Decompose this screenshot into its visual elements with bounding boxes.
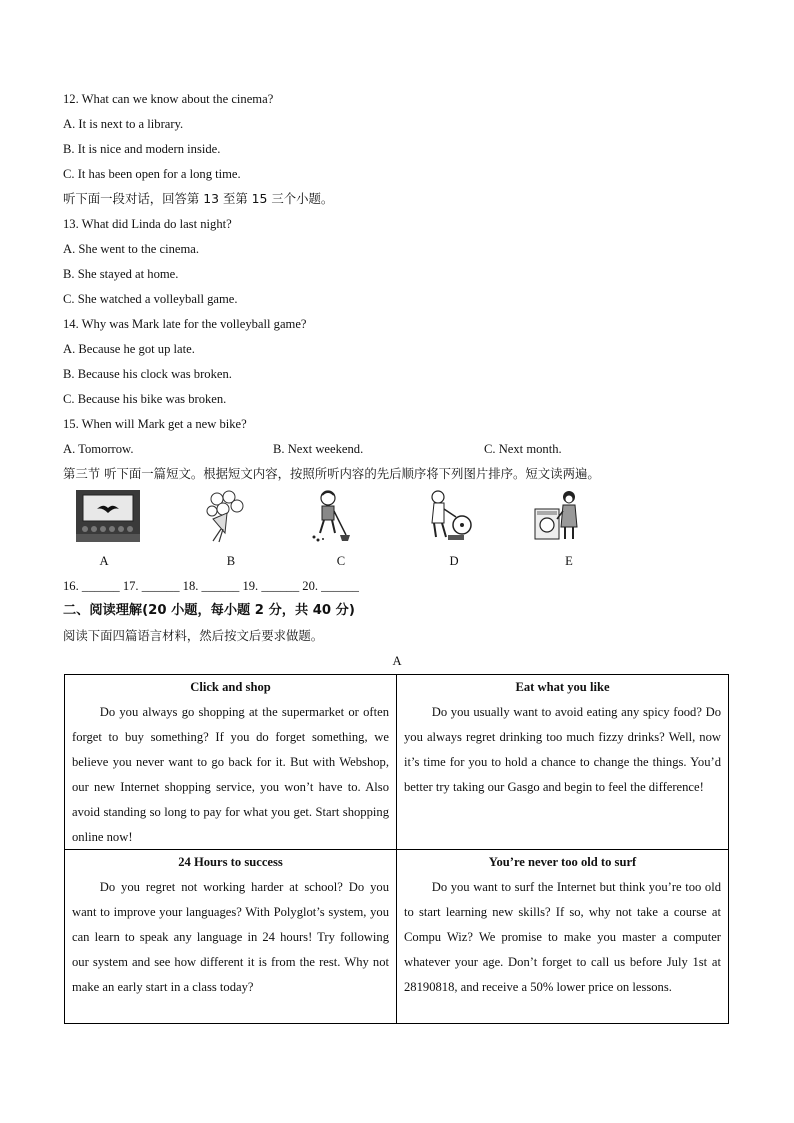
ad-title: 24 Hours to success bbox=[178, 855, 283, 869]
q13-option-a: A. She went to the cinema. bbox=[63, 242, 200, 256]
q14-option-b: B. Because his clock was broken. bbox=[63, 367, 232, 381]
answer-blanks-16-20: 16. ______ 17. ______ 18. ______ 19. ______ 20. ______ bbox=[63, 579, 359, 593]
q15-option-c: C. Next month. bbox=[484, 442, 562, 456]
ad-body: Do you usually want to avoid eating any spicy food? Do you always regret drinking too much fizzy drinks? Well, now it’s time for you to hold a chance to change the things. You’d better try taking our Gasgo and begin to feel the difference! bbox=[404, 705, 721, 794]
ad-body: Do you regret not working harder at school? Do you want to improve your languages? With Polyglot’s system, you can learn to speak any language in 24 hours! Try following our system and see how different it is from the rest. Why not make an early start in a class today? bbox=[72, 880, 389, 994]
q14-option-c: C. Because his bike was broken. bbox=[63, 392, 227, 406]
ad-title: You’re never too old to surf bbox=[488, 855, 637, 869]
ads-table bbox=[64, 674, 729, 1024]
man-fixing-bike-icon bbox=[426, 489, 480, 543]
q13-option-c: C. She watched a volleyball game. bbox=[63, 292, 238, 306]
picture-label-c: C bbox=[336, 554, 346, 568]
picture-label-e: E bbox=[565, 554, 573, 568]
ad-body: Do you always go shopping at the supermarket or often forget to buy something? If you do forget something, we believe you never want to go back for it. But with Webshop, our new Internet shopping service, you won’t have to. Also avoid standing so long to pay for what you get. Start shopping online now! bbox=[72, 705, 389, 844]
q15-stem: 15. When will Mark get a new bike? bbox=[63, 417, 247, 431]
q12-option-c: C. It has been open for a long time. bbox=[63, 167, 241, 181]
dialogue-intro-13-15: 听下面一段对话，回答第 13 至第 15 三个小题。 bbox=[63, 191, 334, 206]
flower-bouquet-icon bbox=[203, 489, 247, 543]
q15-option-b: B. Next weekend. bbox=[273, 442, 364, 456]
picture-row bbox=[70, 489, 600, 544]
q14-option-a: A. Because he got up late. bbox=[63, 342, 195, 356]
passage-a-label: A bbox=[392, 654, 402, 668]
q12-stem: 12. What can we know about the cinema? bbox=[63, 92, 274, 106]
cinema-screen-icon bbox=[75, 489, 141, 543]
section3-instruction: 第三节 听下面一篇短文。根据短文内容，按照所听内容的先后顺序将下列图片排序。短文读两遍。 bbox=[63, 466, 600, 481]
q13-option-b: B. She stayed at home. bbox=[63, 267, 179, 281]
picture-label-b: B bbox=[226, 554, 236, 568]
q14-stem: 14. Why was Mark late for the volleyball game? bbox=[63, 317, 307, 331]
ad-title: Click and shop bbox=[190, 680, 271, 694]
part2-heading: 二、阅读理解(20 小题，每小题 2 分，共 40 分) bbox=[63, 603, 355, 618]
q12-option-b: B. It is nice and modern inside. bbox=[63, 142, 221, 156]
ad-never-too-old-to-surf bbox=[397, 850, 728, 1000]
ad-click-and-shop bbox=[65, 675, 396, 849]
boy-sweeping-icon bbox=[308, 489, 352, 543]
picture-label-a: A bbox=[99, 554, 109, 568]
girl-washing-machine-icon bbox=[533, 489, 583, 543]
q15-option-a: A. Tomorrow. bbox=[63, 442, 134, 456]
ad-body: Do you want to surf the Internet but think you’re too old to start learning new skills? If so, why not take a course at Compu Wiz? We promise to make you master a computer whatever your age. Don’t forget to call us before July 1st at 28190818, and receive a 50% lower price on lessons. bbox=[404, 880, 721, 994]
ad-eat-what-you-like bbox=[397, 675, 728, 800]
q12-option-a: A. It is next to a library. bbox=[63, 117, 184, 131]
ad-title: Eat what you like bbox=[515, 680, 610, 694]
ad-24-hours-to-success bbox=[65, 850, 396, 1000]
q13-stem: 13. What did Linda do last night? bbox=[63, 217, 232, 231]
part2-instruction: 阅读下面四篇语言材料，然后按文后要求做题。 bbox=[63, 628, 324, 643]
picture-label-d: D bbox=[449, 554, 459, 568]
